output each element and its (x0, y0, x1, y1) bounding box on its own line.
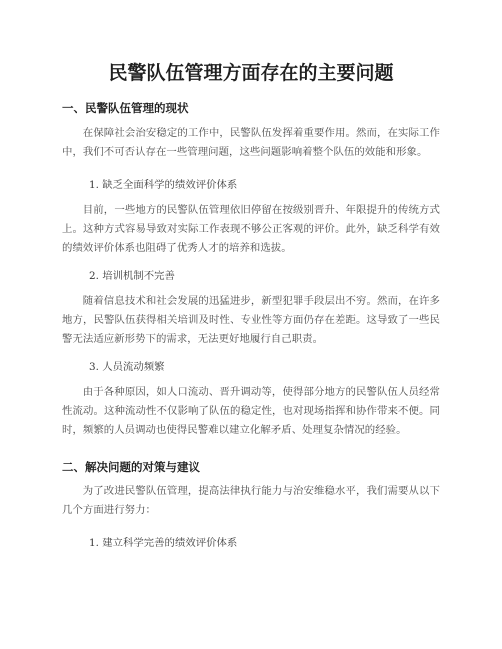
document-title: 民警队伍管理方面存在的主要问题 (108, 62, 394, 84)
item-1-2-label: 2. 培训机制不完善 (89, 270, 175, 282)
item-1-1-label: 1. 缺乏全面科学的绩效评价体系 (89, 179, 238, 191)
item-1-2-text: 随着信息技术和社会发展的迅猛进步，新型犯罪手段层出不穷。然而，在许多地方，民警队伍获得相关培训及时性、专业性等方面仍存在差距。这导致了一些民警无法适应新形势下的需求，无法更好地履行自己职责。 (62, 295, 440, 345)
section-2-intro: 为了改进民警队伍管理，提高法律执行能力与治安维稳水平，我们需要从以下几个方面进行努力： (62, 485, 440, 516)
section-1-intro: 在保障社会治安稳定的工作中，民警队伍发挥着重要作用。然而，在实际工作中，我们不可否认存在一些管理问题，这些问题影响着整个队伍的效能和形象。 (62, 127, 440, 158)
item-1-3-text: 由于各种原因，如人口流动、晋升调动等，使得部分地方的民警队伍人员经常性流动。这种流动性不仅影响了队伍的稳定性，也对现场指挥和协作带来不便。同时，频繁的人员调动也使得民警难以建立化解矛盾、处理复杂情况的经验。 (62, 386, 440, 436)
item-1-1-text: 目前，一些地方的民警队伍管理依旧停留在按级别晋升、年限提升的传统方式上。这种方式容易导致对实际工作表现不够公正客观的评价。此外，缺乏科学有效的绩效评价体系也阻碍了优秀人才的培养和选拔。 (62, 204, 440, 254)
section-heading-2: 二、解决问题的对策与建议 (62, 460, 200, 474)
item-1-3-label: 3. 人员流动频繁 (89, 361, 165, 373)
item-2-1-label: 1. 建立科学完善的绩效评价体系 (89, 537, 238, 549)
section-heading-1: 一、民警队伍管理的现状 (62, 101, 189, 115)
